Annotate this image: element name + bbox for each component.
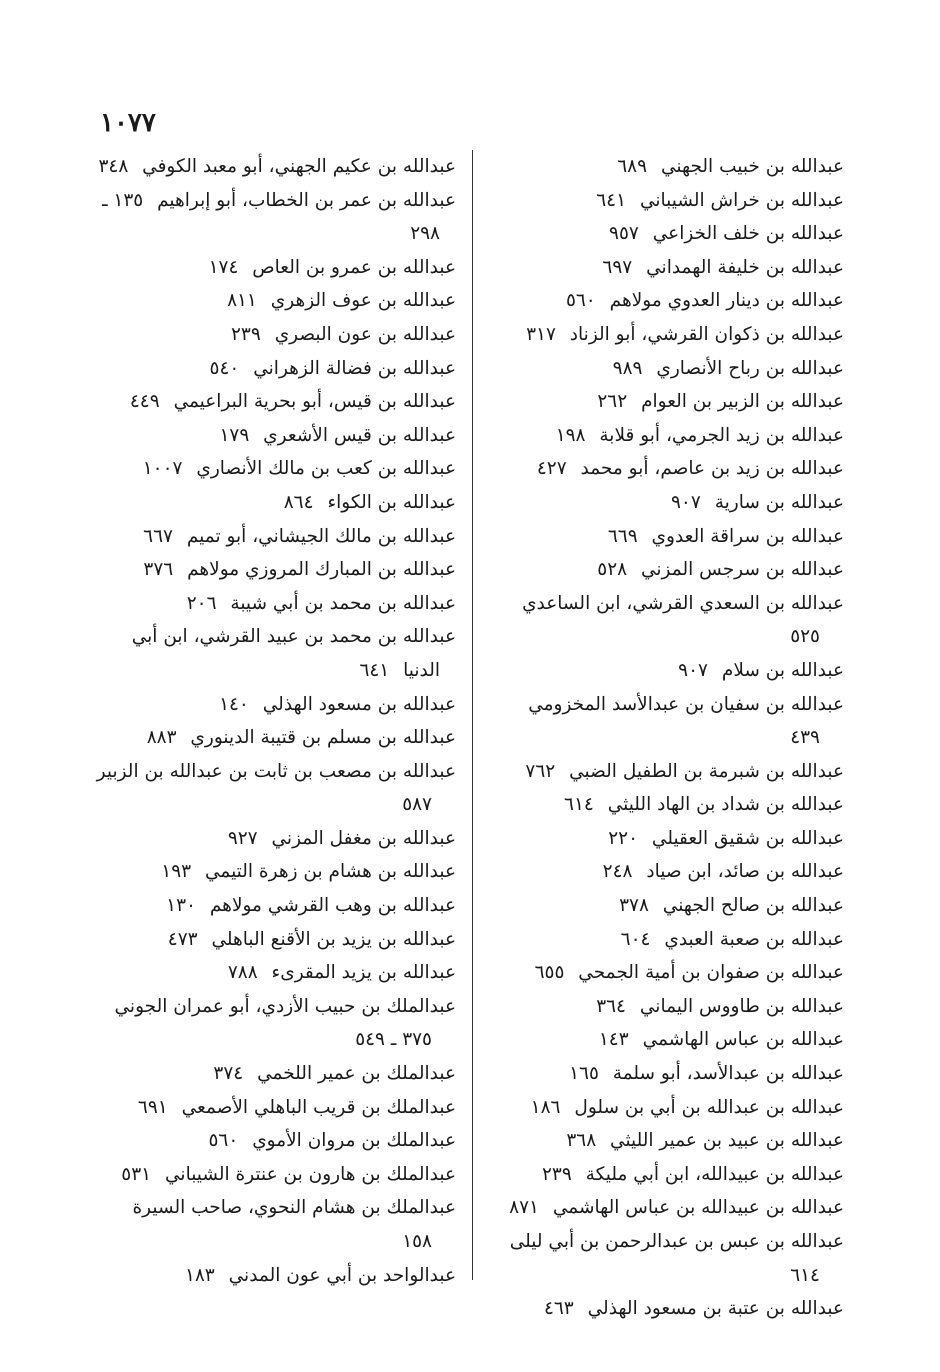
index-entry (488, 184, 844, 218)
entry-name: عبدالله بن شقيق العقيلي (651, 827, 844, 849)
index-entry (96, 184, 456, 251)
entry-page-numbers: ٦٩٧ (602, 256, 633, 278)
index-entry (488, 1191, 844, 1225)
entry-name: عبدالله بن يزيد المقرىء (271, 962, 456, 984)
entry-name: عبدالله بن صفوان بن أمية الجمحي (578, 962, 844, 984)
index-entry (96, 855, 456, 889)
index-entry (96, 688, 456, 722)
index-entry (488, 956, 844, 990)
index-entry (488, 385, 844, 419)
entry-name: عبدالواحد بن أبي عون المدني (228, 1264, 456, 1286)
entry-page-numbers: ٣٤٨ (98, 156, 129, 177)
index-entry (96, 150, 456, 184)
entry-page-numbers: ٥٤٠ (209, 357, 240, 379)
entry-page-numbers: ٣٧٥ ـ ٥٤٩ (355, 1029, 432, 1051)
index-entry (488, 855, 844, 889)
entry-name: عبدالله بن شداد بن الهاد الليثي (607, 794, 844, 816)
entry-page-numbers: ٥٢٥ (790, 626, 820, 648)
index-entry (96, 553, 456, 587)
index-column-left (96, 150, 456, 1292)
entry-name: عبدالله بن عون البصري (274, 323, 456, 345)
entry-name: عبدالله بن عمرو بن العاص (252, 256, 456, 278)
index-entry (488, 1292, 844, 1326)
entry-page-numbers: ٩٨٩ (612, 357, 643, 379)
entry-name: عبدالله بن طاووس اليماني (639, 995, 844, 1017)
entry-name: عبدالله بن عتبة بن مسعود الهذلي (587, 1298, 844, 1320)
index-entry (488, 217, 844, 251)
index-entry (96, 1259, 456, 1293)
entry-name: عبدالملك بن قريب الباهلي الأصمعي (181, 1096, 456, 1118)
entry-page-numbers: ١٧٤ (208, 256, 239, 278)
entry-page-numbers: ٦١٤ (564, 794, 594, 816)
entry-name: عبدالله بن شبرمة بن الطفيل الضبي (569, 760, 844, 782)
entry-name: عبدالله بن صالح الجهني (662, 895, 844, 917)
entry-name: عبدالله بن دينار العدوي مولاهم (609, 290, 844, 312)
index-entry (488, 1023, 844, 1057)
entry-name: عبدالله بن محمد بن عبيد القرشي، ابن أبي الدنيا (131, 626, 456, 681)
entry-page-numbers: ٤٦٣ (543, 1298, 574, 1320)
index-entry (488, 889, 844, 923)
entry-name: عبدالله بن زيد الجرمي، أبو قلابة (599, 424, 844, 446)
entry-name: عبدالله بن محمد بن أبي شيبة (230, 592, 456, 614)
index-entry (488, 822, 844, 856)
entry-name: عبدالله بن عبيد بن عمير الليثي (610, 1130, 844, 1152)
index-entry (96, 1057, 456, 1091)
column-divider (472, 150, 473, 1280)
entry-page-numbers: ٤٧٣ (167, 928, 198, 950)
index-entry (96, 1158, 456, 1192)
entry-name: عبدالله بن مغفل المزني (271, 827, 456, 849)
index-entry (96, 1091, 456, 1125)
entry-page-numbers: ٩٢٧ (227, 827, 258, 849)
entry-page-numbers: ٥٢٨ (597, 559, 628, 581)
index-entry (488, 284, 844, 318)
entry-name: عبدالله بن مالك الجيشاني، أبو تميم (186, 525, 456, 547)
entry-name: عبدالملك بن هارون بن عنترة الشيباني (165, 1163, 456, 1185)
entry-page-numbers: ٣٧٨ (619, 895, 649, 917)
index-entry (96, 923, 456, 957)
index-entry (488, 419, 844, 453)
entry-name: عبدالله بن سلام (721, 659, 844, 681)
entry-page-numbers: ٥٦٠ (208, 1130, 239, 1152)
entry-page-numbers: ٢٣٩ (541, 1163, 572, 1185)
entry-page-numbers: ٤٤٩ (129, 391, 160, 413)
entry-page-numbers: ٣٦٨ (566, 1130, 597, 1152)
index-entry (96, 721, 456, 755)
index-entry (488, 755, 844, 789)
entry-page-numbers: ٣٧٦ (143, 559, 174, 581)
entry-page-numbers: ٥٦٠ (565, 290, 596, 312)
index-entry (488, 990, 844, 1024)
entry-page-numbers: ٣١٧ (526, 323, 556, 345)
entry-name: عبدالله بن عمر بن الخطاب، أبو إبراهيم (157, 189, 456, 211)
index-entry (96, 990, 456, 1057)
index-entry (488, 452, 844, 486)
entry-name: عبدالله بن يزيد بن الأقنع الباهلي (211, 928, 456, 950)
entry-name: عبدالله بن عباس الهاشمي (642, 1029, 844, 1051)
entry-name: عبدالله بن الكواء (327, 491, 456, 513)
entry-name: عبدالله بن مسلم بن قتيبة الدينوري (190, 727, 456, 749)
entry-name: عبدالله بن عبيدالله، ابن أبي مليكة (585, 1163, 844, 1185)
entry-name: عبدالله بن خراش الشيباني (639, 189, 844, 211)
index-entry (488, 688, 844, 755)
entry-page-numbers: ٤٣٩ (790, 727, 820, 749)
index-entry (96, 1124, 456, 1158)
entry-name: عبدالله بن الزبير بن العوام (641, 391, 844, 413)
entry-name: عبدالله بن صعبة العبدي (664, 928, 844, 950)
entry-name: عبدالله بن سارية (714, 491, 844, 513)
index-entry (488, 352, 844, 386)
index-entry (488, 654, 844, 688)
index-entry (96, 352, 456, 386)
entry-page-numbers: ٧٨٨ (227, 962, 258, 984)
entry-name: عبدالله بن ذكوان القرشي، أبو الزناد (569, 323, 844, 345)
entry-name: عبدالله بن خبيب الجهني (660, 156, 844, 177)
entry-name: عبدالملك بن هشام النحوي، صاحب السيرة (132, 1197, 456, 1219)
entry-page-numbers: ٦٠٤ (620, 928, 651, 950)
entry-name: عبدالله بن قيس، أبو بحرية البراعيمي (173, 391, 456, 413)
entry-name: عبدالله بن المبارك المروزي مولاهم (187, 559, 456, 581)
index-entry (488, 486, 844, 520)
entry-name: عبدالملك بن حبيب الأزدي، أبو عمران الجوني (114, 995, 456, 1017)
entry-page-numbers: ٥٨٧ (402, 794, 432, 816)
entry-page-numbers: ٢٣٩ (231, 323, 261, 345)
entry-name: عبدالله بن عبدالأسد، أبو سلمة (612, 1063, 844, 1085)
entry-page-numbers: ٩٥٧ (609, 223, 639, 245)
entry-page-numbers: ٣٧٤ (213, 1063, 244, 1085)
index-entry (96, 755, 456, 822)
entry-page-numbers: ٦١٤ (790, 1264, 820, 1286)
entry-name: عبدالله بن سراقة العدوي (651, 525, 844, 547)
index-entry (488, 1057, 844, 1091)
entry-name: عبدالله بن سفيان بن عبدالأسد المخزومي (528, 693, 844, 715)
index-entry (488, 1225, 844, 1292)
entry-page-numbers: ٦٥٥ (534, 962, 565, 984)
entry-page-numbers: ٢٠٦ (186, 592, 217, 614)
entry-page-numbers: ٦٤١ (596, 189, 627, 211)
entry-page-numbers: ٦٩١ (137, 1096, 168, 1118)
entry-page-numbers: ٨٧١ (509, 1197, 539, 1219)
entry-page-numbers: ٦٤١ (359, 659, 390, 681)
entry-page-numbers: ٦٦٧ (143, 525, 173, 547)
entry-page-numbers: ١٥٨ (402, 1231, 432, 1252)
entry-page-numbers: ٩٠٧ (678, 659, 708, 681)
entry-page-numbers: ٧٦٢ (525, 760, 556, 782)
index-entry (96, 1191, 456, 1258)
entry-name: عبدالله بن قيس الأشعري (263, 424, 456, 446)
index-entry (96, 587, 456, 621)
entry-name: عبدالله بن خلف الخزاعي (652, 223, 844, 245)
entry-name: عبدالله بن رباح الأنصاري (656, 357, 844, 379)
entry-page-numbers: ١٠٠٧ (142, 458, 183, 480)
entry-name: عبدالملك بن عمير اللخمي (257, 1063, 456, 1085)
entry-page-numbers: ١٦٥ (569, 1063, 599, 1085)
entry-page-numbers: ٤٢٧ (536, 458, 567, 480)
entry-page-numbers: ٨١١ (227, 290, 257, 312)
entry-name: عبدالله بن عوف الزهري (270, 290, 456, 312)
entry-page-numbers: ٢٢٠ (608, 827, 639, 849)
entry-name: عبدالله بن عبدالله بن أبي بن سلول (574, 1096, 844, 1118)
entry-page-numbers: ٩٠٧ (671, 491, 701, 513)
index-entry (96, 486, 456, 520)
index-entry (488, 788, 844, 822)
index-entry (96, 452, 456, 486)
entry-page-numbers: ١٤٠ (219, 693, 249, 715)
entry-name: عبدالله بن خليفة الهمداني (646, 256, 844, 278)
entry-name: عبدالله بن عبيدالله بن عباس الهاشمي (552, 1197, 844, 1219)
index-entry (488, 587, 844, 654)
entry-name: عبدالله بن كعب بن مالك الأنصاري (196, 458, 456, 480)
entry-name: عبدالله بن سرجس المزني (640, 559, 844, 581)
index-entry (96, 620, 456, 687)
entry-name: عبدالملك بن مروان الأموي (252, 1130, 456, 1152)
index-entry (96, 956, 456, 990)
index-entry (488, 150, 844, 184)
index-entry (96, 385, 456, 419)
page-number: ١٠٧٧ (100, 108, 156, 138)
entry-page-numbers: ٣٦٤ (596, 995, 626, 1017)
index-entry (488, 553, 844, 587)
entry-page-numbers: ٢٦٢ (597, 391, 628, 413)
entry-name: عبدالله بن فضالة الزهراني (253, 357, 456, 379)
entry-page-numbers: ١٣٥ ـ ٢٩٨ (102, 189, 440, 245)
entry-page-numbers: ١٨٦ (530, 1096, 561, 1118)
entry-page-numbers: ١٩٨ (555, 424, 586, 446)
entry-page-numbers: ١٣٠ (166, 895, 196, 917)
entry-page-numbers: ٨٨٣ (146, 727, 177, 749)
entry-page-numbers: ٦٨٩ (617, 156, 648, 177)
index-entry (488, 520, 844, 554)
index-entry (96, 419, 456, 453)
index-entry (96, 251, 456, 285)
entry-page-numbers: ٦٦٩ (607, 525, 638, 547)
index-entry (96, 889, 456, 923)
entry-page-numbers: ٨٦٤ (283, 491, 314, 513)
entry-page-numbers: ١٧٩ (219, 424, 250, 446)
index-entry (488, 1158, 844, 1192)
index-entry (96, 520, 456, 554)
index-entry (488, 318, 844, 352)
index-entry (488, 1091, 844, 1125)
entry-name: عبدالله بن زيد بن عاصم، أبو محمد (580, 458, 844, 480)
entry-name: عبدالله بن عبس بن عبدالرحمن بن أبي ليلى (509, 1231, 844, 1252)
entry-name: عبدالله بن صائد، ابن صياد (646, 861, 844, 883)
index-entry (488, 251, 844, 285)
index-column-right (488, 150, 844, 1326)
entry-page-numbers: ٥٣١ (121, 1163, 152, 1185)
entry-name: عبدالله بن عكيم الجهني، أبو معبد الكوفي (142, 156, 456, 177)
index-entry (488, 1124, 844, 1158)
entry-name: عبدالله بن السعدي القرشي، ابن الساعدي (522, 592, 844, 614)
index-entry (96, 318, 456, 352)
entry-name: عبدالله بن وهب القرشي مولاهم (209, 895, 456, 917)
index-entry (96, 284, 456, 318)
entry-name: عبدالله بن مسعود الهذلي (262, 693, 456, 715)
entry-page-numbers: ٢٤٨ (602, 861, 633, 883)
entry-name: عبدالله بن هشام بن زهرة التيمي (204, 861, 456, 883)
entry-name: عبدالله بن مصعب بن ثابت بن عبدالله بن الزبير (96, 760, 456, 782)
entry-page-numbers: ١٨٣ (184, 1264, 215, 1286)
index-entry (488, 923, 844, 957)
index-entry (96, 822, 456, 856)
entry-page-numbers: ١٤٣ (598, 1029, 629, 1051)
entry-page-numbers: ١٩٣ (161, 861, 192, 883)
